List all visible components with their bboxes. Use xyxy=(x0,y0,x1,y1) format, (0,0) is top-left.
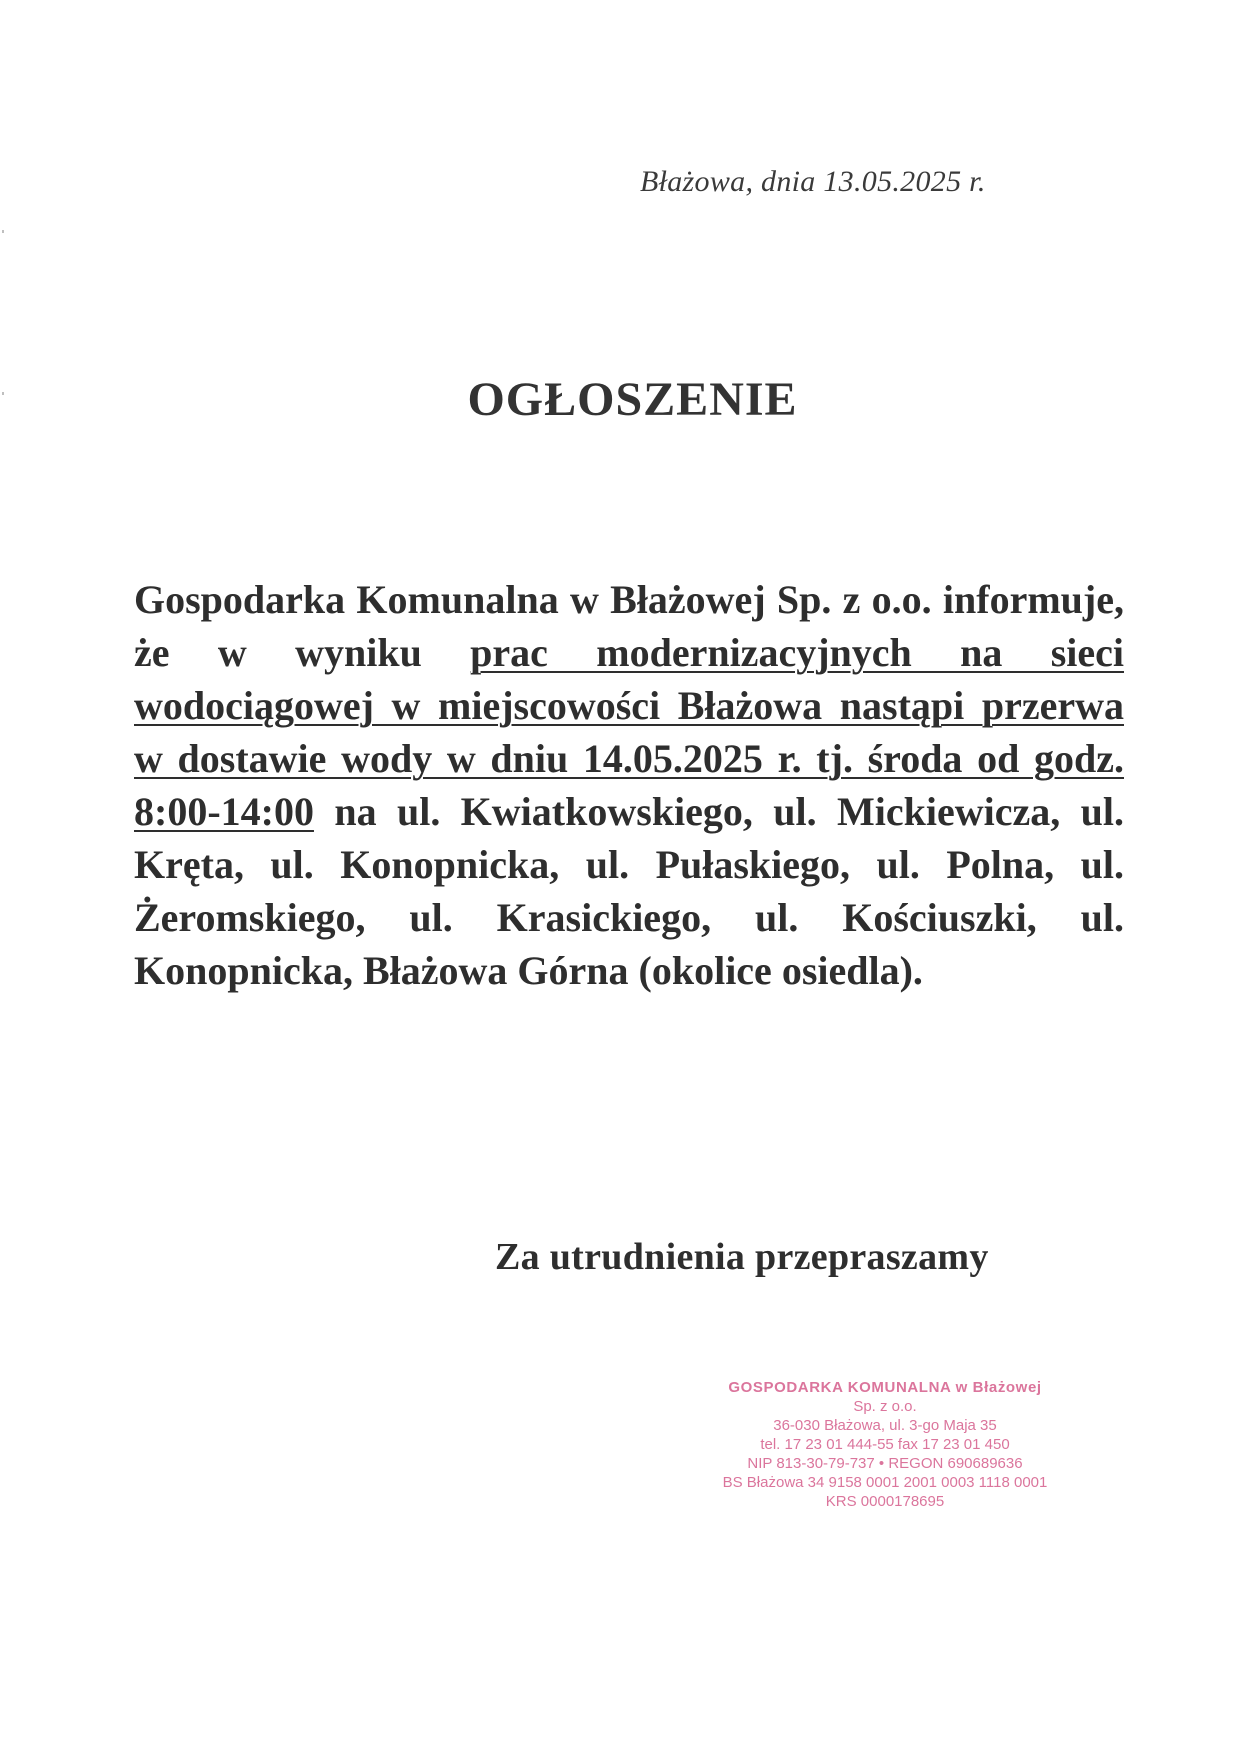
closing-apology: Za utrudnienia przepraszamy xyxy=(495,1236,989,1278)
place-date: Błażowa, dnia 13.05.2025 r. xyxy=(640,165,986,198)
stamp-nip-regon: NIP 813-30-79-737 • REGON 690689636 xyxy=(747,1455,1023,1472)
body-outage-details: prac modernizacyjnych na sieci wodociągowej w miejscowości Błażowa nastąpi przerwa w dostawie wody w dniu 14.05.2025 r. tj. środa od godz. 8:00-14:00 xyxy=(134,630,1124,834)
scan-edge-mark xyxy=(2,230,4,233)
announcement-body xyxy=(134,573,1124,997)
stamp-company-name: GOSPODARKA KOMUNALNA w Błażowej xyxy=(728,1379,1042,1396)
body-intro: Gospodarka Komunalna w Błażowej Sp. z o.o. informuje, że w wyniku xyxy=(134,577,1124,675)
stamp-phone-fax: tel. 17 23 01 444-55 fax 17 23 01 450 xyxy=(760,1436,1010,1453)
company-stamp xyxy=(705,1378,1065,1511)
stamp-legal-form: Sp. z o.o. xyxy=(853,1398,917,1415)
stamp-bank-account: BS Błażowa 34 9158 0001 2001 0003 1118 0001 xyxy=(722,1474,1048,1491)
announcement-title: OGŁOSZENIE xyxy=(467,373,798,426)
stamp-address: 36-030 Błażowa, ul. 3-go Maja 35 xyxy=(773,1417,997,1434)
stamp-krs: KRS 0000178695 xyxy=(825,1493,945,1510)
body-affected-streets: na ul. Kwiatkowskiego, ul. Mickiewicza, ul. Kręta, ul. Konopnicka, ul. Pułaskiego, ul. Polna, ul. Żeromskiego, ul. Krasickiego, ul. Kościuszki, ul. Konopnicka, Błażowa Górna (okolice osiedla). xyxy=(134,789,1124,993)
